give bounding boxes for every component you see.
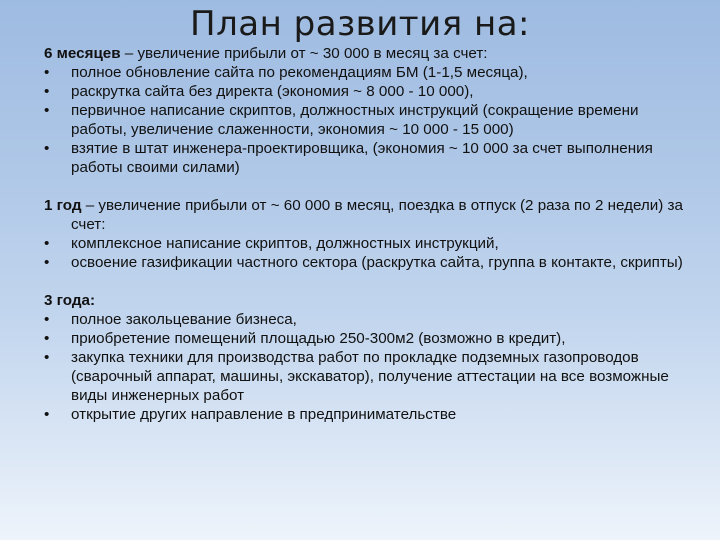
list-item — [44, 329, 694, 348]
section-heading-text: – увеличение прибыли от ~ 60 000 в месяц, поездка в отпуск (2 раза по 2 недели) за счет: — [71, 197, 683, 233]
list-item-text: приобретение помещений площадью 250-300м2 (возможно в кредит), — [71, 330, 566, 347]
section-1-year — [44, 196, 694, 272]
list-item-text: открытие других направление в предпринимательстве — [71, 406, 457, 423]
list-item-text: освоение газификации частного сектора (раскрутка сайта, группа в контакте, скрипты) — [71, 254, 683, 271]
list-item — [44, 63, 694, 82]
list-item-text: первичное написание скриптов, должностных инструкций (сокращение времени работы, увеличение слаженности, экономия ~ 10 000 - 15 000) — [71, 102, 639, 138]
bullet-icon: • — [44, 102, 50, 119]
bullet-icon: • — [44, 235, 50, 252]
section-lead: 6 месяцев — [44, 45, 121, 62]
bullet-icon: • — [44, 64, 50, 81]
list-item-text: полное обновление сайта по рекомендациям БМ (1-1,5 месяца), — [71, 64, 528, 81]
list-item — [44, 234, 694, 253]
list-item — [44, 310, 694, 329]
slide-title: План развития на: — [190, 4, 530, 44]
bullet-icon: • — [44, 330, 50, 347]
list-item — [44, 82, 694, 101]
bullet-icon: • — [44, 140, 50, 157]
list-item — [44, 348, 694, 405]
section-heading — [44, 291, 694, 310]
bullet-list — [44, 310, 694, 424]
list-item — [44, 139, 694, 177]
section-heading-text: – увеличение прибыли от ~ 30 000 в месяц за счет: — [120, 45, 488, 62]
bullet-list — [44, 234, 694, 272]
section-heading — [44, 196, 694, 234]
slide-body — [44, 44, 694, 424]
list-item-text: полное закольцевание бизнеса, — [71, 311, 297, 328]
bullet-icon: • — [44, 406, 50, 423]
section-lead: 3 года: — [44, 292, 96, 309]
bullet-icon: • — [44, 311, 50, 328]
section-lead: 1 год — [44, 197, 82, 214]
list-item — [44, 405, 694, 424]
section-heading — [44, 44, 694, 63]
list-item-text: закупка техники для производства работ по прокладке подземных газопроводов (сварочный аппарат, машины, экскаватор), получение аттестации на все возможные виды инженерных работ — [71, 349, 669, 404]
bullet-list — [44, 63, 694, 177]
list-item-text: взятие в штат инженера-проектировщика, (экономия ~ 10 000 за счет выполнения работы своими силами) — [71, 140, 653, 176]
section-6-months — [44, 44, 694, 177]
list-item — [44, 101, 694, 139]
bullet-icon: • — [44, 254, 50, 271]
list-item-text: раскрутка сайта без директа (экономия ~ 8 000 - 10 000), — [71, 83, 474, 100]
bullet-icon: • — [44, 349, 50, 366]
list-item-text: комплексное написание скриптов, должностных инструкций, — [71, 235, 499, 252]
section-3-years — [44, 291, 694, 424]
bullet-icon: • — [44, 83, 50, 100]
list-item — [44, 253, 694, 272]
